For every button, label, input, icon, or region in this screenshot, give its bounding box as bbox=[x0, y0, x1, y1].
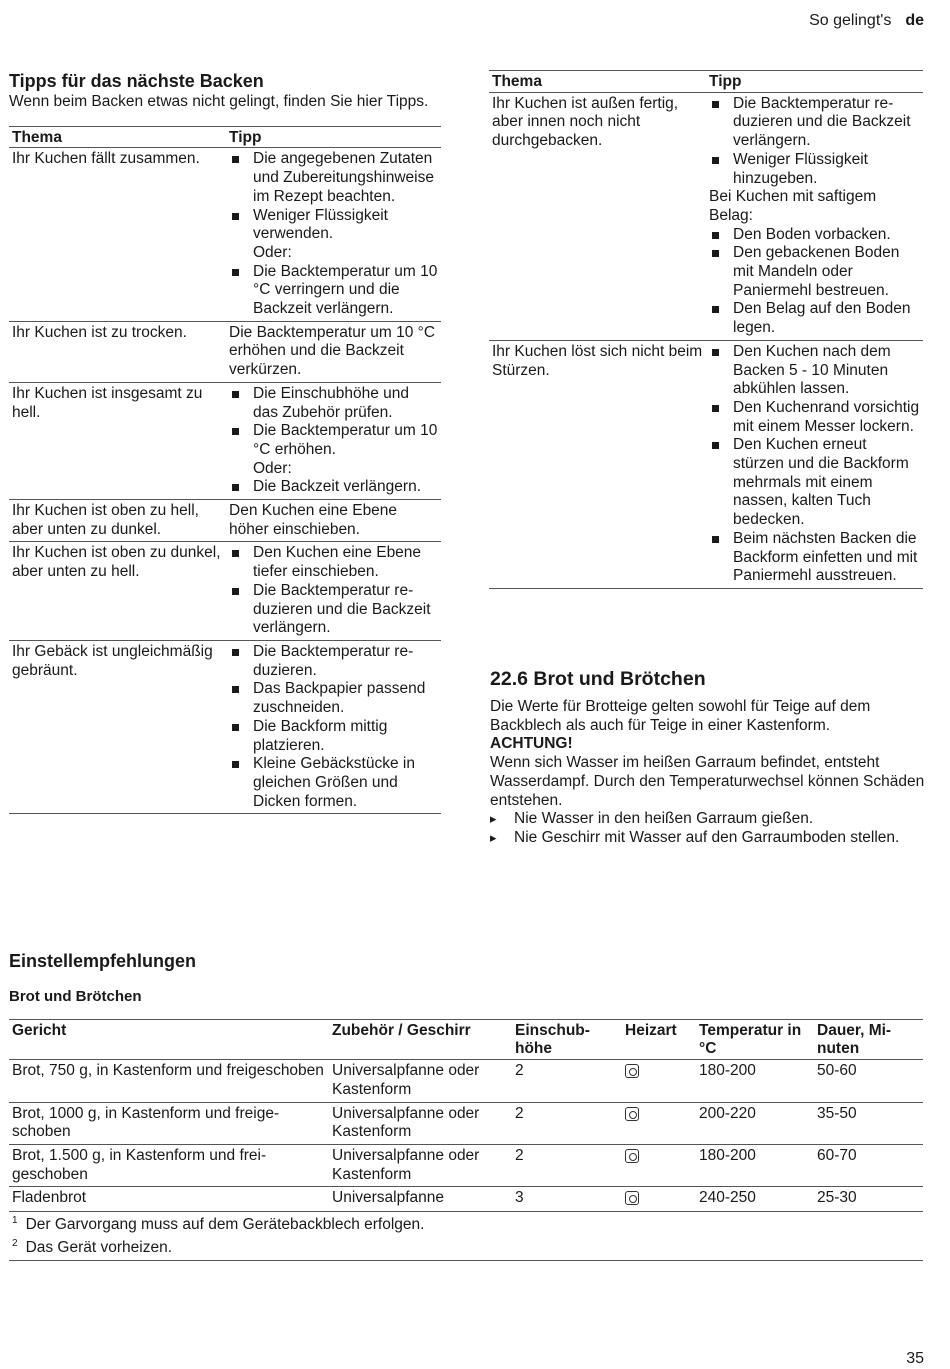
table-row bbox=[9, 640, 441, 813]
tip-bullet: Die Backtemperatur reduzieren und die Backzeit verlängern. bbox=[229, 582, 438, 638]
footnotes bbox=[9, 1212, 923, 1261]
settings-cell: Universalpfanne oder Kastenform bbox=[332, 1104, 480, 1141]
settings-cell: 200-220 bbox=[699, 1104, 756, 1122]
tip-bullet: Kleine Gebäckstücke in gleichen Größen und Dicken formen. bbox=[229, 755, 438, 811]
heat-mode-cell bbox=[622, 1144, 696, 1186]
topic-cell: Ihr Gebäck ist ungleichmäßig gebräunt. bbox=[12, 642, 213, 679]
warning-label: ACHTUNG! bbox=[490, 735, 573, 753]
bread-section bbox=[490, 668, 925, 848]
tip-list bbox=[229, 150, 438, 318]
settings-cell: 2 bbox=[515, 1104, 524, 1122]
settings-cell: Universalpfanne oder Kastenform bbox=[332, 1146, 480, 1183]
page-number: 35 bbox=[906, 1350, 924, 1367]
tip-bullet: Den Kuchen nach dem Backen 5 - 10 Minuten abkühlen lassen. bbox=[709, 343, 920, 399]
settings-cell: Brot, 1.500 g, in Kastenform und freigeschoben bbox=[12, 1146, 267, 1183]
bread-intro: Die Werte für Brotteige gelten sowohl für Teige auf dem Backblech als auch für Teige in einer Kastenform. bbox=[490, 698, 871, 734]
tip-cell bbox=[226, 640, 441, 813]
tip-list bbox=[229, 643, 438, 811]
tips-table bbox=[9, 126, 441, 815]
heat-mode-icon bbox=[625, 1149, 639, 1163]
settings-title: Einstellempfehlungen bbox=[9, 951, 197, 971]
footnote bbox=[12, 1235, 920, 1258]
tip-bullet: Den Kuchen eine Ebene tiefer einschieben. bbox=[229, 544, 438, 581]
settings-cell: 180-200 bbox=[699, 1062, 756, 1080]
heat-mode-cell bbox=[622, 1187, 696, 1212]
table-row bbox=[9, 321, 441, 382]
tip-bullet: Weniger Flüssigkeit verwenden. bbox=[229, 207, 438, 244]
tip-cell bbox=[226, 382, 441, 499]
heat-mode-cell bbox=[622, 1060, 696, 1102]
col-topic: Thema bbox=[492, 73, 542, 90]
table-row bbox=[9, 1187, 923, 1212]
heat-mode-icon bbox=[625, 1107, 639, 1121]
table-row bbox=[9, 382, 441, 499]
topic-cell: Ihr Kuchen ist insgesamt zu hell. bbox=[12, 384, 203, 421]
table-row bbox=[9, 542, 441, 641]
tip-cell bbox=[706, 340, 923, 588]
settings-cell: 240-250 bbox=[699, 1189, 756, 1207]
header-section: So gelingt's bbox=[809, 12, 892, 29]
tip-list bbox=[229, 544, 438, 638]
tip-bullet: Die Backzeit verlängern. bbox=[229, 478, 438, 497]
settings-col-header: Temperatur in °C bbox=[699, 1021, 802, 1058]
topic-cell: Ihr Kuchen ist zu trocken. bbox=[12, 323, 187, 341]
col-topic: Thema bbox=[12, 128, 62, 146]
col-tip: Tipp bbox=[229, 128, 262, 146]
table-row bbox=[489, 340, 923, 588]
settings-section bbox=[9, 950, 923, 1261]
table-row bbox=[9, 1060, 923, 1102]
settings-cell: 2 bbox=[515, 1062, 524, 1080]
settings-cell: 50-60 bbox=[817, 1062, 857, 1080]
tip-cell: Die Backtemperatur um 10 °C erhöhen und die Backzeit verkürzen. bbox=[229, 323, 436, 379]
settings-cell: Universalpfanne oder Kastenform bbox=[332, 1062, 480, 1098]
col-tip: Tipp bbox=[709, 73, 742, 90]
tip-bullet: Die Backtemperatur reduzieren. bbox=[229, 643, 438, 680]
action-list bbox=[490, 810, 925, 847]
settings-cell: Universalpfanne bbox=[332, 1189, 445, 1207]
tip-bullet: Das Backpapier passend zuschneiden. bbox=[229, 680, 438, 717]
tip-bullet: Oder: bbox=[253, 459, 292, 477]
table-row bbox=[9, 148, 441, 321]
tip-bullet: Die angegebenen Zutaten und Zubereitungshinweise im Rezept beachten. bbox=[229, 150, 438, 206]
settings-table bbox=[9, 1019, 923, 1212]
tip-bullet: Die Backtemperatur um 10 °C verringern und die Backzeit verlängern. bbox=[229, 263, 438, 319]
bread-title: 22.6 Brot und Brötchen bbox=[490, 668, 706, 690]
settings-cell: 3 bbox=[515, 1189, 524, 1207]
tip-bullet: Die Backform mittig platzieren. bbox=[229, 718, 438, 755]
heat-mode-icon bbox=[625, 1191, 639, 1205]
tip-bullet: Die Backtemperatur reduzieren und die Backzeit verlängern. bbox=[709, 95, 920, 151]
tip-bullet: Die Backtemperatur um 10 °C erhöhen. bbox=[229, 422, 438, 459]
tip-cell bbox=[706, 92, 923, 340]
tip-bullet: Den Boden vorbacken. bbox=[709, 226, 920, 245]
settings-col-header: Dauer, Minuten bbox=[817, 1021, 892, 1058]
settings-col-header: Heizart bbox=[625, 1021, 677, 1039]
settings-cell: 25-30 bbox=[817, 1189, 857, 1207]
settings-cell: 2 bbox=[515, 1146, 524, 1164]
heat-mode-icon bbox=[625, 1064, 639, 1078]
settings-cell: Brot, 750 g, in Kastenform und freigeschoben bbox=[12, 1062, 324, 1080]
tip-bullet: Oder: bbox=[253, 243, 292, 261]
heat-mode-cell bbox=[622, 1102, 696, 1144]
running-header bbox=[809, 12, 924, 31]
topic-cell: Ihr Kuchen fällt zusammen. bbox=[12, 150, 200, 168]
table-row bbox=[9, 1102, 923, 1144]
tip-bullet: Beim nächsten Backen die Backform einfetten und mit Paniermehl ausstreuen. bbox=[709, 530, 920, 586]
action-item: ▸ Nie Geschirr mit Wasser auf den Garraumboden stellen. bbox=[490, 829, 925, 848]
tip-cell bbox=[226, 148, 441, 321]
settings-col-header: Zubehör / Geschirr bbox=[332, 1021, 471, 1039]
warning-text: Wenn sich Wasser im heißen Garraum befindet, entsteht Wasserdampf. Durch den Temperaturwechsel können Schäden entstehen. bbox=[490, 754, 925, 809]
table-row bbox=[489, 92, 923, 340]
tip-note: Bei Kuchen mit saftigem Belag: bbox=[709, 188, 877, 224]
topic-cell: Ihr Kuchen ist oben zu dunkel, aber unten zu hell. bbox=[12, 544, 221, 581]
tips-intro: Wenn beim Backen etwas nicht gelingt, finden Sie hier Tipps. bbox=[9, 93, 429, 110]
footnote bbox=[12, 1212, 920, 1235]
header-lang: de bbox=[905, 12, 924, 29]
tips-continued bbox=[489, 70, 923, 589]
footnote-mark: 2 bbox=[12, 1237, 18, 1249]
settings-col-header: Gericht bbox=[12, 1021, 67, 1039]
settings-col-header: Einschubhöhe bbox=[515, 1021, 590, 1058]
tip-cell bbox=[226, 542, 441, 641]
tip-bullet: Die Einschubhöhe und das Zubehör prüfen. bbox=[229, 385, 438, 422]
tips2-table bbox=[489, 70, 923, 589]
topic-cell: Ihr Kuchen löst sich nicht beim Stürzen. bbox=[492, 342, 703, 379]
tip-bullet: Den Kuchenrand vorsichtig mit einem Messer lockern. bbox=[709, 399, 920, 436]
footnote-mark: 1 bbox=[12, 1215, 18, 1227]
settings-cell: Brot, 1000 g, in Kastenform und freigeschoben bbox=[12, 1104, 280, 1141]
footnote-text: Der Garvorgang muss auf dem Gerätebackblech erfolgen. bbox=[25, 1216, 425, 1234]
tip-bullet: Den Kuchen erneut stürzen und die Backform mehrmals mit einem nassen, kalten Tuch bedecken. bbox=[709, 436, 920, 530]
tip-bullet: Weniger Flüssigkeit hinzugeben. bbox=[709, 151, 920, 188]
tip-list bbox=[229, 385, 438, 497]
action-item: ▸ Nie Wasser in den heißen Garraum gießen. bbox=[490, 810, 925, 829]
tips-section bbox=[9, 70, 441, 814]
tips-title: Tipps für das nächste Backen bbox=[9, 71, 264, 91]
settings-cell: Fladenbrot bbox=[12, 1189, 87, 1207]
table-row bbox=[9, 500, 441, 542]
footnote-text: Das Gerät vorheizen. bbox=[25, 1239, 173, 1257]
table-row bbox=[9, 1144, 923, 1186]
settings-cell: 180-200 bbox=[699, 1146, 756, 1164]
tip-bullet: Den gebackenen Boden mit Mandeln oder Paniermehl bestreuen. bbox=[709, 244, 920, 300]
settings-subtitle: Brot und Brötchen bbox=[9, 988, 142, 1005]
topic-cell: Ihr Kuchen ist außen fertig, aber innen noch nicht durchgebacken. bbox=[492, 94, 679, 150]
topic-cell: Ihr Kuchen ist oben zu hell, aber unten zu dunkel. bbox=[12, 502, 199, 538]
tip-cell: Den Kuchen eine Ebene höher einschieben. bbox=[229, 502, 398, 538]
settings-cell: 60-70 bbox=[817, 1146, 857, 1164]
tip-bullet: Den Belag auf den Boden legen. bbox=[709, 300, 920, 337]
settings-cell: 35-50 bbox=[817, 1104, 857, 1122]
